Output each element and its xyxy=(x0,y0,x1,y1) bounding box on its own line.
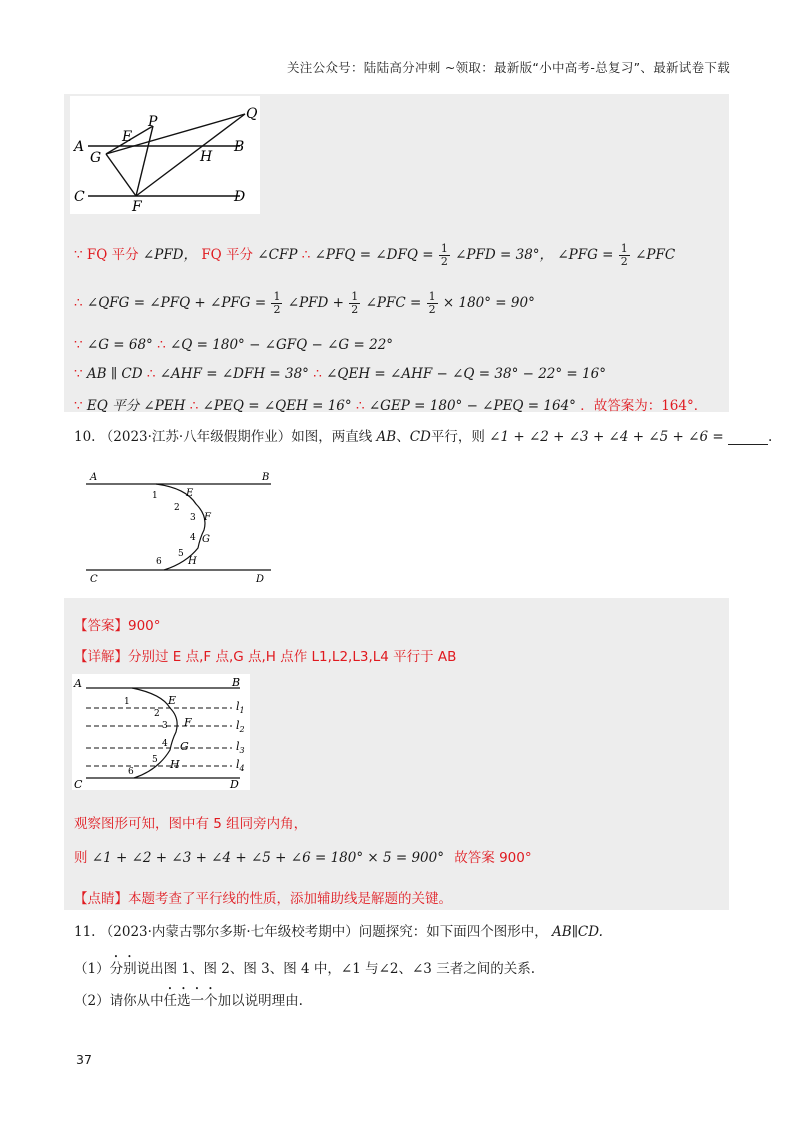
answer-line: 【答案】900° xyxy=(74,618,161,634)
question-11-part1: （1）分别说出图 1、图 2、图 3、图 4 中，∠1 与∠2、∠3 三者之间的关系. xyxy=(74,961,535,977)
svg-text:6: 6 xyxy=(156,557,162,567)
zigzag-figure xyxy=(86,468,276,584)
question-10: 10. （2023·江苏·八年级假期作业）如图，两直线 AB、CD平行，则 ∠1 + ∠2 + ∠3 + ∠4 + ∠5 + ∠6 = . xyxy=(74,429,773,445)
geometry-figure xyxy=(70,96,260,214)
page-header: 关注公众号：陆陆高分冲刺 ~领取：最新版“小中高考-总复习”、最新试卷下载 xyxy=(286,60,730,75)
svg-text:G: G xyxy=(180,740,189,753)
svg-text:B: B xyxy=(232,676,241,689)
svg-text:C: C xyxy=(90,574,98,584)
svg-text:E: E xyxy=(168,694,177,707)
detail-line: 【详解】分别过 E 点,F 点,G 点,H 点作 L1,L2,L3,L4 平行于 AB xyxy=(74,649,457,665)
figure-q10 xyxy=(86,468,276,584)
question-11-part2: （2）请你从中任选一个加以说明理由. xyxy=(74,993,303,1009)
comment-line: 【点睛】本题考查了平行线的性质，添加辅助线是解题的关键。 xyxy=(74,891,452,907)
answer-blank[interactable] xyxy=(728,432,768,445)
solution-line-3: ∵ ∠G = 68° ∴ ∠Q = 180° − ∠GFQ − ∠G = 22° xyxy=(74,337,394,353)
question-11: 11. （2023·内蒙古鄂尔多斯·七年级校考期中）问题探究：如下面四个图形中， AB∥CD. xyxy=(74,924,603,940)
svg-text:4: 4 xyxy=(190,533,196,543)
svg-text:E: E xyxy=(186,488,194,499)
label-p: P xyxy=(148,114,158,130)
svg-text:F: F xyxy=(184,716,192,729)
svg-text:4: 4 xyxy=(162,739,168,749)
label-q: Q xyxy=(246,106,258,122)
svg-text:1: 1 xyxy=(124,697,130,707)
label-h: H xyxy=(200,149,213,165)
svg-text:D: D xyxy=(256,574,265,584)
diagram-fq-bisector xyxy=(70,96,260,214)
svg-text:G: G xyxy=(202,534,210,545)
svg-text:3: 3 xyxy=(162,721,168,731)
label-d: D xyxy=(234,189,246,205)
solution-line-5: ∵ EQ 平分 ∠PEH ∴ ∠PEQ = ∠QEH = 16° ∴ ∠GEP = 180° − ∠PEQ = 164° ．故答案为：164°． xyxy=(74,398,708,414)
svg-text:A: A xyxy=(74,677,82,690)
svg-text:C: C xyxy=(74,778,83,790)
auxiliary-lines-figure xyxy=(72,674,250,790)
label-g: G xyxy=(90,150,102,166)
label-e: E xyxy=(122,129,133,145)
solution-line-4: ∵ AB ∥ CD ∴ ∠AHF = ∠DFH = 38° ∴ ∠QEH = ∠AHF − ∠Q = 38° − 22° = 16° xyxy=(74,366,606,382)
svg-text:2: 2 xyxy=(174,503,180,513)
svg-text:A: A xyxy=(90,472,98,483)
svg-text:5: 5 xyxy=(178,549,184,559)
svg-text:H: H xyxy=(188,556,197,567)
label-f: F xyxy=(132,199,142,214)
svg-text:l2: $l_2$ xyxy=(236,719,245,734)
svg-text:2: 2 xyxy=(154,709,160,719)
svg-text:5: 5 xyxy=(152,755,158,765)
observe-line: 观察图形可知，图中有 5 组同旁内角， xyxy=(74,816,308,832)
svg-text:1: 1 xyxy=(152,491,158,501)
label-c: C xyxy=(74,189,85,205)
svg-text:D: D xyxy=(230,778,239,790)
svg-text:l1: $l_1$ xyxy=(236,700,245,715)
svg-text:B: B xyxy=(262,472,270,483)
svg-text:6: 6 xyxy=(128,767,134,777)
solution-line-1: ∵ FQ 平分 ∠PFD， FQ 平分 ∠CFP ∴ ∠PFQ = ∠DFQ = $\frac{1}{2}$ ∠PFD = 38°， ∠PFG = $\frac{1}{2}$ ∠PFC xyxy=(74,242,676,268)
formula-line: 则 ∠1 + ∠2 + ∠3 + ∠4 + ∠5 + ∠6 = 180° × 5 = 900° 故答案 900° xyxy=(74,850,532,866)
page-number: 37 xyxy=(76,1052,92,1067)
svg-text:F: F xyxy=(204,512,211,523)
svg-text:H: H xyxy=(170,758,180,771)
solution-line-2: ∴ ∠QFG = ∠PFQ + ∠PFG = $\frac{1}{2}$ ∠PFD + $\frac{1}{2}$ ∠PFC = $\frac{1}{2}$ × 180° = 90° xyxy=(74,290,535,316)
svg-text:l3: $l_3$ xyxy=(236,740,245,755)
label-a: A xyxy=(74,139,85,155)
svg-text:3: 3 xyxy=(190,513,196,523)
label-b: B xyxy=(234,139,245,155)
svg-text:l4: $l_4$ xyxy=(236,758,245,773)
figure-q10-auxiliary xyxy=(72,674,250,790)
